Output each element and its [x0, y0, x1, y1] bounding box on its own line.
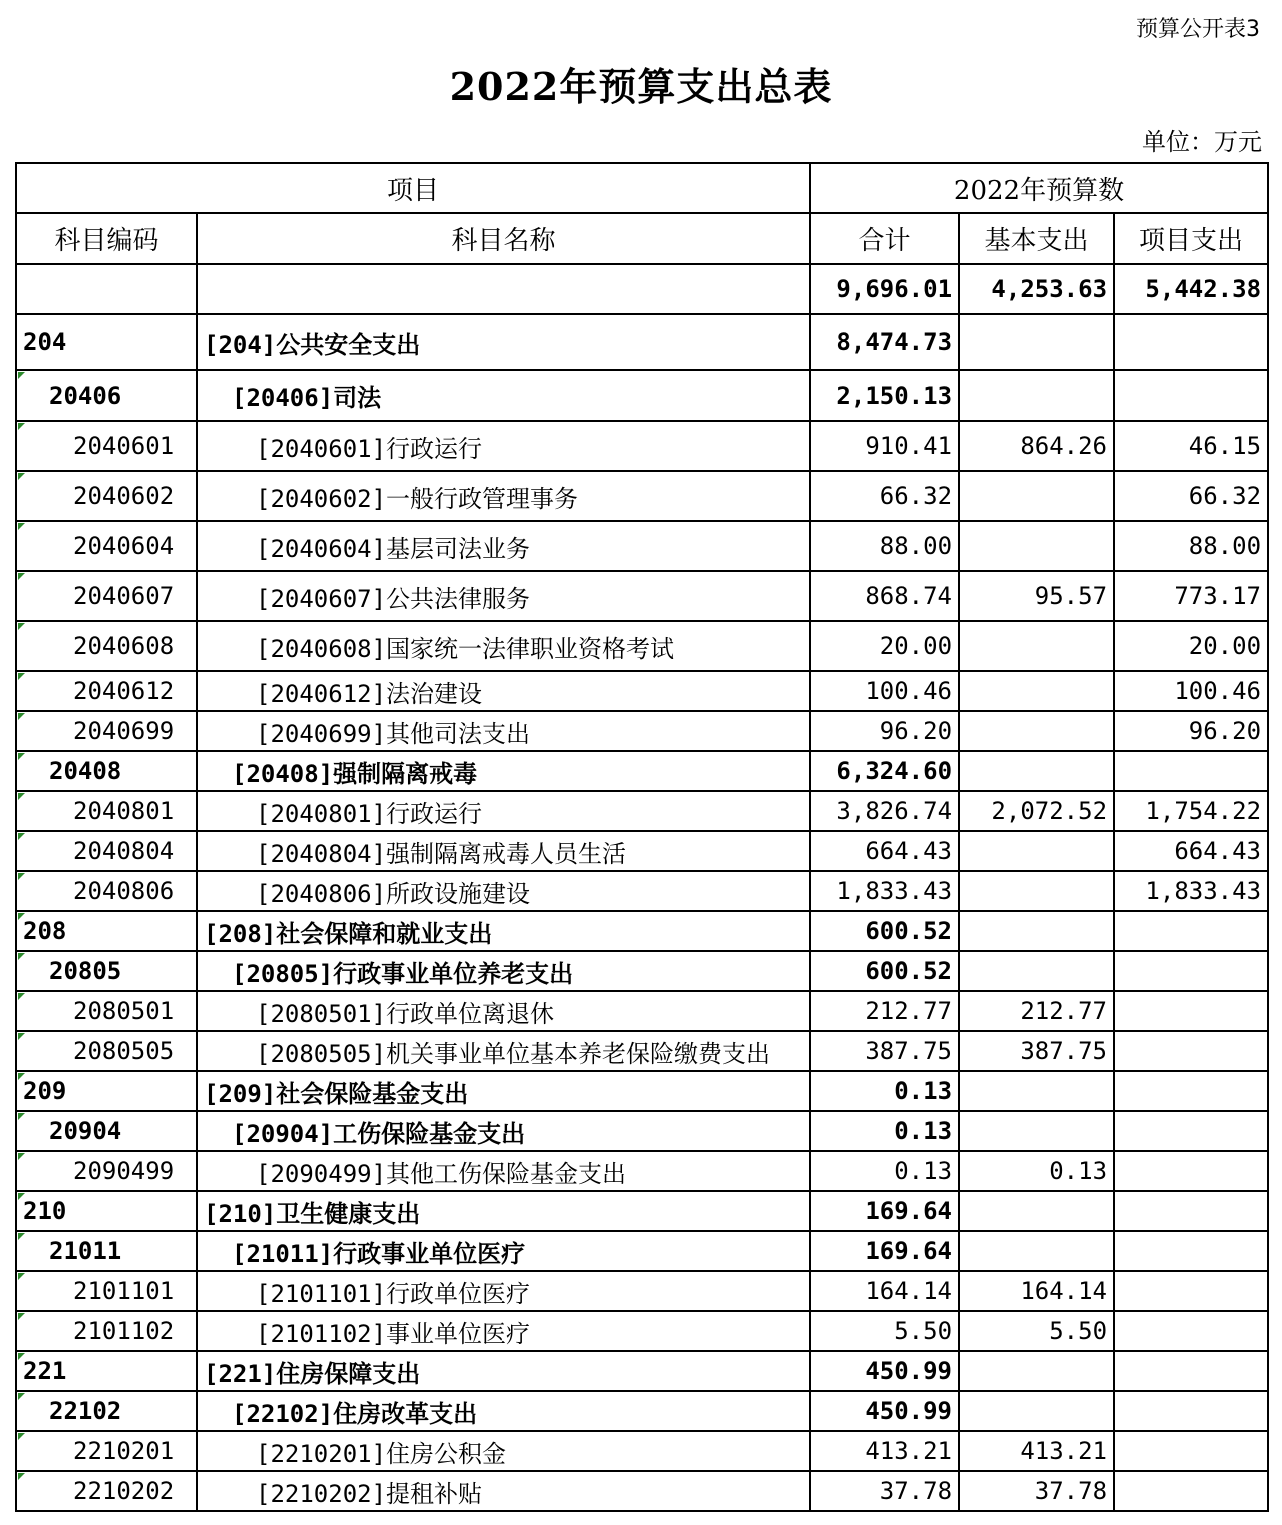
row-name: [2040806]所政设施建设 — [197, 871, 810, 911]
row-name: [2040602]一般行政管理事务 — [197, 471, 810, 521]
row-code: 204 — [16, 314, 197, 370]
row-project — [1114, 314, 1268, 370]
row-code: 2210202 — [16, 1471, 197, 1511]
totals-total: 9,696.01 — [810, 264, 959, 314]
table-row — [16, 991, 1268, 1031]
table-number: 预算公开表3 — [1136, 17, 1260, 42]
header-total: 合计 — [810, 213, 959, 264]
row-code: 2040608 — [16, 621, 197, 671]
row-code: 2040806 — [16, 871, 197, 911]
header-name: 科目名称 — [197, 213, 810, 264]
row-total: 910.41 — [810, 421, 959, 471]
table-row — [16, 871, 1268, 911]
row-project — [1114, 951, 1268, 991]
row-project — [1114, 911, 1268, 951]
row-basic: 2,072.52 — [959, 791, 1114, 831]
row-basic — [959, 1351, 1114, 1391]
row-total: 212.77 — [810, 991, 959, 1031]
row-total: 5.50 — [810, 1311, 959, 1351]
row-basic — [959, 521, 1114, 571]
row-code: 2040602 — [16, 471, 197, 521]
row-basic: 413.21 — [959, 1431, 1114, 1471]
table-row — [16, 1151, 1268, 1191]
row-name: [20408]强制隔离戒毒 — [197, 751, 810, 791]
row-project — [1114, 1311, 1268, 1351]
totals-project: 5,442.38 — [1114, 264, 1268, 314]
row-basic — [959, 1391, 1114, 1431]
row-code: 2210201 — [16, 1431, 197, 1471]
row-project — [1114, 1151, 1268, 1191]
row-total: 6,324.60 — [810, 751, 959, 791]
row-project: 20.00 — [1114, 621, 1268, 671]
table-row — [16, 1191, 1268, 1231]
table-row — [16, 1271, 1268, 1311]
header-code: 科目编码 — [16, 213, 197, 264]
row-total: 1,833.43 — [810, 871, 959, 911]
row-code: 22102 — [16, 1391, 197, 1431]
table-row — [16, 521, 1268, 571]
row-project: 664.43 — [1114, 831, 1268, 871]
table-row — [16, 1351, 1268, 1391]
row-code: 210 — [16, 1191, 197, 1231]
row-total: 664.43 — [810, 831, 959, 871]
row-basic: 164.14 — [959, 1271, 1114, 1311]
row-name: [2040608]国家统一法律职业资格考试 — [197, 621, 810, 671]
row-basic — [959, 314, 1114, 370]
row-project — [1114, 1471, 1268, 1511]
row-code: 2080505 — [16, 1031, 197, 1071]
table-row — [16, 911, 1268, 951]
row-basic — [959, 711, 1114, 751]
table-row — [16, 1431, 1268, 1471]
row-name: [2080505]机关事业单位基本养老保险缴费支出 — [197, 1031, 810, 1071]
row-total: 37.78 — [810, 1471, 959, 1511]
totals-name — [197, 264, 810, 314]
row-project: 88.00 — [1114, 521, 1268, 571]
header-row-2 — [16, 213, 1268, 264]
row-project: 1,833.43 — [1114, 871, 1268, 911]
row-name: [2040699]其他司法支出 — [197, 711, 810, 751]
row-total: 868.74 — [810, 571, 959, 621]
row-code: 2040604 — [16, 521, 197, 571]
row-total: 8,474.73 — [810, 314, 959, 370]
row-total: 169.64 — [810, 1231, 959, 1271]
row-basic: 95.57 — [959, 571, 1114, 621]
row-name: [204]公共安全支出 — [197, 314, 810, 370]
row-project — [1114, 1231, 1268, 1271]
row-code: 20904 — [16, 1111, 197, 1151]
row-code: 2040804 — [16, 831, 197, 871]
row-code: 2040801 — [16, 791, 197, 831]
table-row — [16, 1311, 1268, 1351]
row-code: 2090499 — [16, 1151, 197, 1191]
row-project — [1114, 370, 1268, 421]
unit-label: 单位：万元 — [1142, 128, 1262, 156]
row-basic: 0.13 — [959, 1151, 1114, 1191]
row-name: [209]社会保险基金支出 — [197, 1071, 810, 1111]
row-total: 387.75 — [810, 1031, 959, 1071]
totals-row — [16, 264, 1268, 314]
table-row — [16, 621, 1268, 671]
row-code: 20408 — [16, 751, 197, 791]
row-total: 450.99 — [810, 1391, 959, 1431]
row-basic — [959, 951, 1114, 991]
header-budget-year: 2022年预算数 — [810, 163, 1268, 213]
table-row — [16, 1471, 1268, 1511]
totals-basic: 4,253.63 — [959, 264, 1114, 314]
row-basic — [959, 831, 1114, 871]
row-name: [2040612]法治建设 — [197, 671, 810, 711]
row-project: 773.17 — [1114, 571, 1268, 621]
budget-table-body — [16, 163, 1268, 1511]
row-total: 3,826.74 — [810, 791, 959, 831]
table-row — [16, 1071, 1268, 1111]
table-row — [16, 1111, 1268, 1151]
row-name: [2080501]行政单位离退休 — [197, 991, 810, 1031]
row-name: [21011]行政事业单位医疗 — [197, 1231, 810, 1271]
row-total: 0.13 — [810, 1111, 959, 1151]
table-row — [16, 1231, 1268, 1271]
row-project — [1114, 1431, 1268, 1471]
row-name: [2101101]行政单位医疗 — [197, 1271, 810, 1311]
row-name: [2040601]行政运行 — [197, 421, 810, 471]
row-code: 2101101 — [16, 1271, 197, 1311]
row-project — [1114, 1111, 1268, 1151]
row-basic: 387.75 — [959, 1031, 1114, 1071]
row-basic: 37.78 — [959, 1471, 1114, 1511]
row-project — [1114, 1031, 1268, 1071]
row-name: [2040604]基层司法业务 — [197, 521, 810, 571]
header-project-expense: 项目支出 — [1114, 213, 1268, 264]
table-row — [16, 571, 1268, 621]
row-total: 100.46 — [810, 671, 959, 711]
table-row — [16, 421, 1268, 471]
table-row — [16, 831, 1268, 871]
row-code: 21011 — [16, 1231, 197, 1271]
row-name: [22102]住房改革支出 — [197, 1391, 810, 1431]
row-name: [2210201]住房公积金 — [197, 1431, 810, 1471]
row-basic — [959, 370, 1114, 421]
row-name: [210]卫生健康支出 — [197, 1191, 810, 1231]
row-basic — [959, 911, 1114, 951]
table-row — [16, 711, 1268, 751]
row-total: 413.21 — [810, 1431, 959, 1471]
row-code: 2101102 — [16, 1311, 197, 1351]
row-basic: 212.77 — [959, 991, 1114, 1031]
row-project: 1,754.22 — [1114, 791, 1268, 831]
table-row — [16, 314, 1268, 370]
row-code: 2040612 — [16, 671, 197, 711]
header-basic: 基本支出 — [959, 213, 1114, 264]
row-basic — [959, 1071, 1114, 1111]
row-basic — [959, 751, 1114, 791]
row-total: 2,150.13 — [810, 370, 959, 421]
row-total: 164.14 — [810, 1271, 959, 1311]
row-basic — [959, 1231, 1114, 1271]
table-row — [16, 951, 1268, 991]
row-code: 221 — [16, 1351, 197, 1391]
row-project — [1114, 991, 1268, 1031]
row-total: 600.52 — [810, 951, 959, 991]
row-total: 20.00 — [810, 621, 959, 671]
row-total: 0.13 — [810, 1071, 959, 1111]
row-total: 600.52 — [810, 911, 959, 951]
row-basic — [959, 871, 1114, 911]
row-name: [20805]行政事业单位养老支出 — [197, 951, 810, 991]
row-project — [1114, 1391, 1268, 1431]
table-row — [16, 751, 1268, 791]
row-name: [2040804]强制隔离戒毒人员生活 — [197, 831, 810, 871]
row-name: [221]住房保障支出 — [197, 1351, 810, 1391]
row-basic — [959, 621, 1114, 671]
table-row — [16, 370, 1268, 421]
row-name: [2040607]公共法律服务 — [197, 571, 810, 621]
row-project — [1114, 1351, 1268, 1391]
row-code: 208 — [16, 911, 197, 951]
row-project — [1114, 1271, 1268, 1311]
row-total: 169.64 — [810, 1191, 959, 1231]
row-project — [1114, 1071, 1268, 1111]
budget-table — [15, 162, 1269, 1512]
table-row — [16, 671, 1268, 711]
row-total: 0.13 — [810, 1151, 959, 1191]
row-project: 46.15 — [1114, 421, 1268, 471]
row-code: 2040699 — [16, 711, 197, 751]
row-basic — [959, 671, 1114, 711]
row-code: 20406 — [16, 370, 197, 421]
row-name: [20406]司法 — [197, 370, 810, 421]
row-name: [20904]工伤保险基金支出 — [197, 1111, 810, 1151]
row-total: 88.00 — [810, 521, 959, 571]
row-code: 209 — [16, 1071, 197, 1111]
row-code: 2080501 — [16, 991, 197, 1031]
row-name: [2210202]提租补贴 — [197, 1471, 810, 1511]
table-row — [16, 1391, 1268, 1431]
totals-code — [16, 264, 197, 314]
row-basic: 864.26 — [959, 421, 1114, 471]
row-basic — [959, 471, 1114, 521]
row-basic — [959, 1111, 1114, 1151]
row-project: 66.32 — [1114, 471, 1268, 521]
row-total: 96.20 — [810, 711, 959, 751]
row-project: 100.46 — [1114, 671, 1268, 711]
row-name: [2040801]行政运行 — [197, 791, 810, 831]
page-title: 2022年预算支出总表 — [449, 64, 833, 109]
row-total: 450.99 — [810, 1351, 959, 1391]
row-code: 2040601 — [16, 421, 197, 471]
row-name: [2101102]事业单位医疗 — [197, 1311, 810, 1351]
row-name: [2090499]其他工伤保险基金支出 — [197, 1151, 810, 1191]
row-code: 2040607 — [16, 571, 197, 621]
table-row — [16, 1031, 1268, 1071]
row-name: [208]社会保障和就业支出 — [197, 911, 810, 951]
row-project — [1114, 751, 1268, 791]
row-total: 66.32 — [810, 471, 959, 521]
row-code: 20805 — [16, 951, 197, 991]
row-project — [1114, 1191, 1268, 1231]
table-row — [16, 791, 1268, 831]
header-row-1 — [16, 163, 1268, 213]
header-project: 项目 — [16, 163, 810, 213]
table-row — [16, 471, 1268, 521]
row-basic: 5.50 — [959, 1311, 1114, 1351]
row-project: 96.20 — [1114, 711, 1268, 751]
row-basic — [959, 1191, 1114, 1231]
